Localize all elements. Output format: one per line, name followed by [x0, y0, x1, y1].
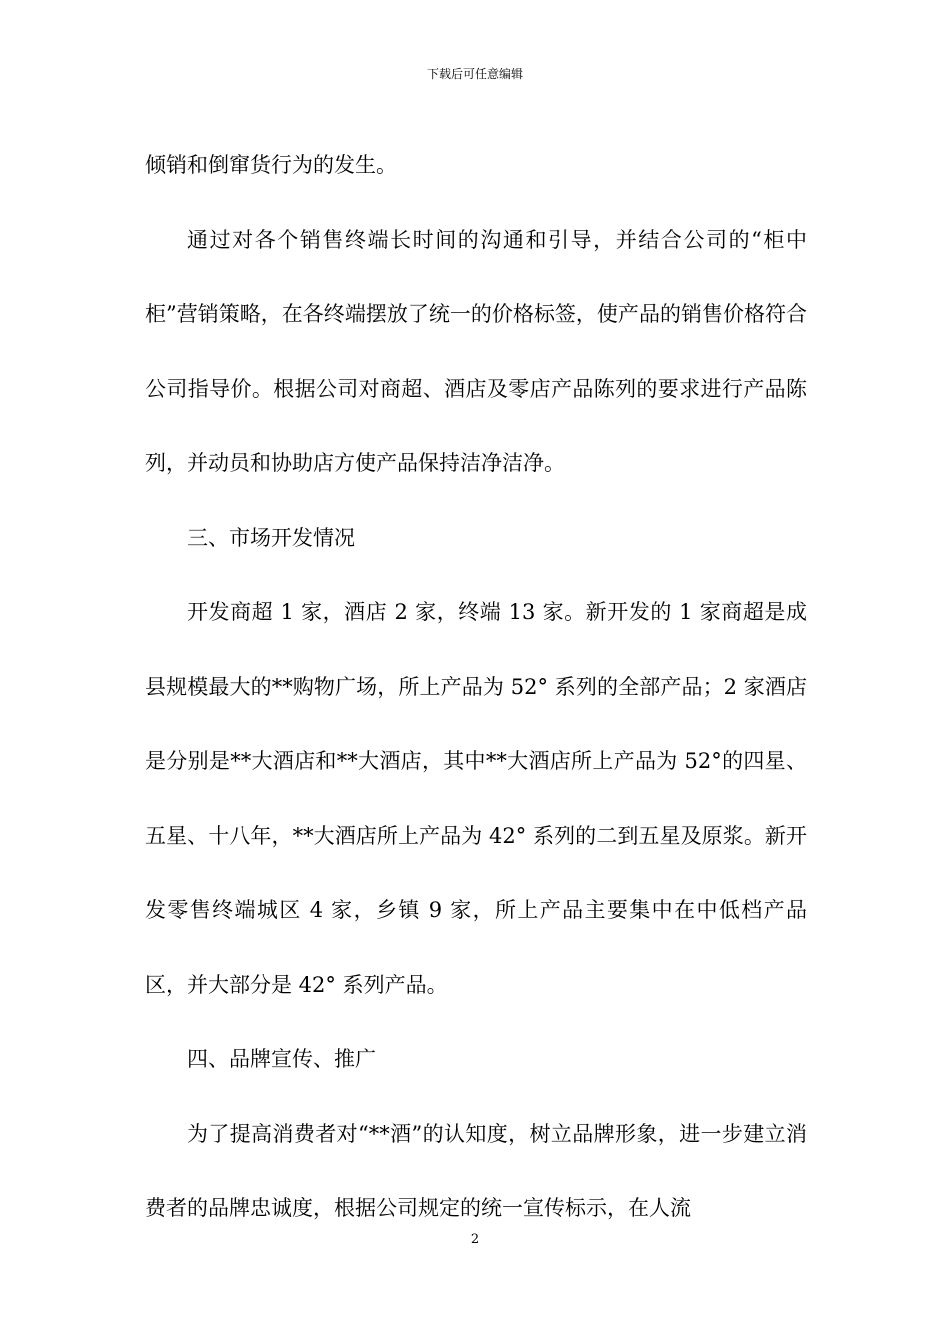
- page-number: 2: [470, 1232, 480, 1247]
- section-heading-market-development: 三、市场开发情况: [187, 525, 355, 550]
- paragraph-terminal-communication: 通过对各个销售终端长时间的沟通和引导，并结合公司的“柜中柜”营销策略，在各终端摆放了统一的价格标签，使产品的销售价格符合公司指导价。根据公司对商超、酒店及零店产品陈列的要求进行产品陈列，并动员和协助店方使产品保持洁净洁净。: [145, 227, 807, 475]
- section-heading-brand-promotion: 四、品牌宣传、推广: [187, 1047, 376, 1071]
- paragraph-brand-promotion: 为了提高消费者对“**酒”的认知度，树立品牌形象，进一步建立消费者的品牌忠诚度，根据公司规定的统一宣传标示，在人流: [145, 1121, 807, 1220]
- paragraph-market-development: 开发商超 1 家，酒店 2 家，终端 13 家。新开发的 1 家商超是成县规模最大的**购物广场，所上产品为 52° 系列的全部产品；2 家酒店是分别是**大酒店和**大酒店，其中**大酒店所上产品为 52°的四星、五星、十八年，**大酒店所上产品为 42° 系列的二到五星及原浆。新开发零售终端城区 4 家，乡镇 9 家，所上产品主要集中在中低档产品区，并大部分是 42° 系列产品。: [145, 600, 807, 997]
- page-header: 下载后可任意编辑: [426, 67, 523, 81]
- paragraph-continuation: 倾销和倒窜货行为的发生。: [145, 153, 397, 177]
- document-body: [145, 128, 807, 1246]
